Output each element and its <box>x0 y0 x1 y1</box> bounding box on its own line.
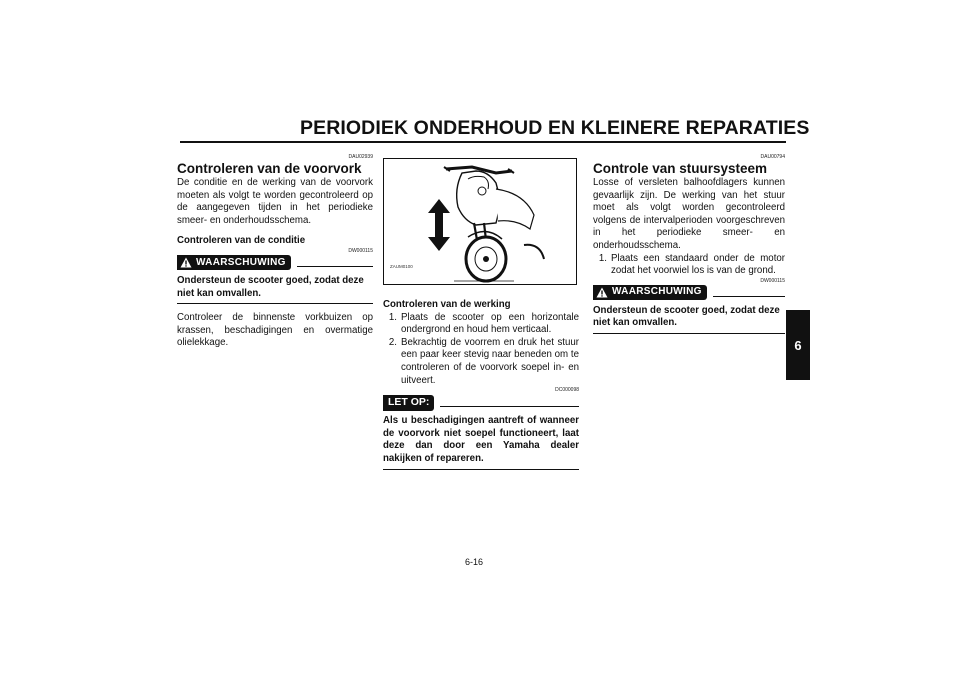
column-steering <box>593 154 785 334</box>
warning-header <box>177 255 373 271</box>
note-line <box>440 406 579 407</box>
note-header <box>383 394 579 411</box>
page-title: PERIODIEK ONDERHOUD EN KLEINERE REPARATIES <box>300 117 810 139</box>
warning-label: WAARSCHUWING <box>196 256 286 268</box>
header-divider <box>180 141 786 143</box>
note-end-rule <box>383 469 579 470</box>
list-item: 2. Bekrachtig de voorrem en druk het stuur een paar keer stevig naar beneden om te controleren of de voorvork soepel in- en uitveert. <box>388 336 579 386</box>
operation-steps <box>383 312 579 388</box>
double-arrow-icon <box>428 199 450 251</box>
subheading-condition: Controleren van de conditie <box>177 235 306 247</box>
page-number: 6-16 <box>465 557 484 567</box>
warning-badge <box>593 285 707 300</box>
scooter-figure <box>383 158 577 285</box>
subheading-operation: Controleren van de werking <box>383 299 511 310</box>
warning-triangle-icon <box>596 287 608 298</box>
note-badge: LET OP: <box>383 395 434 411</box>
section-intro: Losse of versleten balhoofdlagers kunnen gevaarlijk zijn. De werking van het stuur moet als volgt worden gecontroleerd volgens de intervalperioden voorgeschreven in het periodieke smeer- en onderhoudsschema. <box>593 177 785 251</box>
section-heading: Controle van stuursysteem <box>593 161 768 176</box>
column-fork-operation <box>383 158 579 470</box>
list-item: 1. Plaats een standaard onder de motor zodat het voorwiel los is van de grond. <box>598 252 785 277</box>
warning-triangle-icon <box>180 257 192 268</box>
section-body: Controleer de binnenste vorkbuizen op krassen, beschadigingen en overmatige olielekkage. <box>177 312 373 349</box>
warning-code: DW000115 <box>760 277 785 284</box>
note-code: DC000098 <box>555 387 579 394</box>
chapter-tab[interactable]: 6 <box>786 310 810 380</box>
note-text: Als u beschadigingen aantreft of wanneer de voorvork niet soepel functioneert, laat deze dan door een Yamaha dealer nakijken of repareren. <box>383 415 579 464</box>
warning-text: Ondersteun de scooter goed, zodat deze niet kan omvallen. <box>593 304 780 329</box>
steering-steps <box>593 253 785 278</box>
warning-header <box>593 285 785 301</box>
warning-end-rule <box>593 333 785 334</box>
warning-line <box>713 296 785 297</box>
warning-label: WAARSCHUWING <box>612 286 702 298</box>
section-code: DAU02939 <box>348 154 373 160</box>
section-heading: Controleren van de voorvork <box>177 161 362 176</box>
section-intro: De conditie en de werking van de voorvork moeten als volgt te worden gecontroleerd op de aangegeven tijden in het periodieke smeer- en onderhoudsschema. <box>177 177 373 226</box>
warning-badge <box>177 255 291 270</box>
section-code: DAU00794 <box>760 154 785 160</box>
warning-code: DW000115 <box>348 247 373 254</box>
list-item: 1. Plaats de scooter op een horizontale ondergrond en houd hem verticaal. <box>388 311 579 336</box>
figure-label: ZAUM0100 <box>390 264 413 270</box>
warning-line <box>297 266 373 267</box>
warning-text: Ondersteun de scooter goed, zodat deze niet kan omvallen. <box>177 274 364 299</box>
column-front-fork <box>177 154 373 350</box>
